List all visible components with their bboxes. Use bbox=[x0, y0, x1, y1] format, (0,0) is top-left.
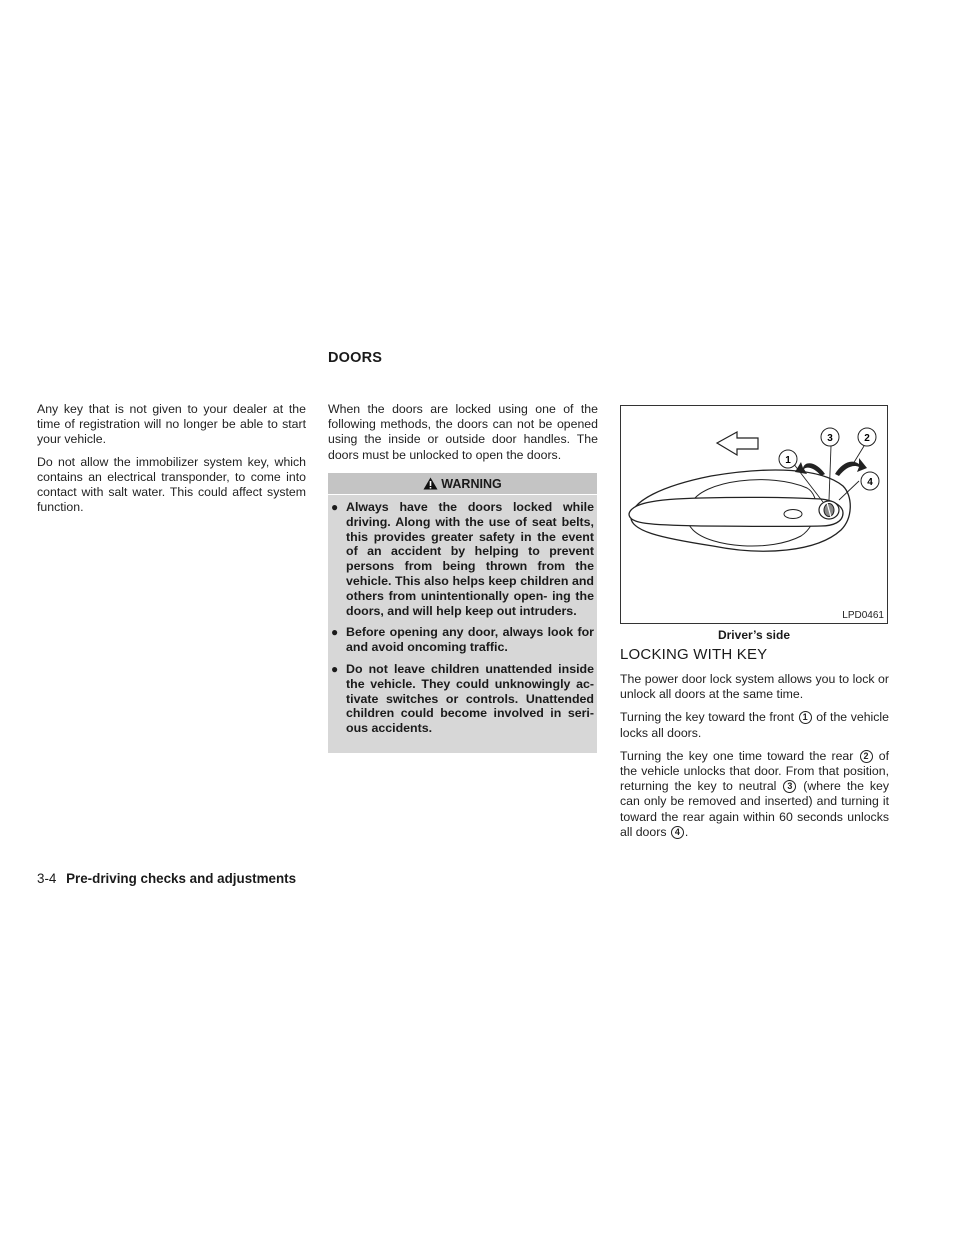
column-3 bbox=[620, 672, 889, 840]
paragraph: The power door lock system allows you to lock or unlock all doors at the same time. bbox=[620, 672, 889, 702]
chapter-title: Pre-driving checks and adjustments bbox=[66, 871, 297, 886]
callout-label: 2 bbox=[864, 433, 870, 444]
bullet-icon: ● bbox=[331, 661, 339, 676]
column-1 bbox=[37, 402, 306, 515]
warning-item bbox=[328, 500, 594, 618]
page-footer bbox=[37, 871, 296, 886]
callout-label: 3 bbox=[827, 433, 833, 444]
section-title: DOORS bbox=[328, 350, 383, 366]
figure-caption: Driver’s side bbox=[717, 628, 791, 642]
circled-number-2: 2 bbox=[860, 750, 873, 763]
circled-number-1: 1 bbox=[799, 711, 812, 724]
handle-button bbox=[784, 510, 802, 519]
warning-title: WARNING bbox=[441, 476, 502, 491]
warning-header bbox=[328, 473, 597, 495]
callout-2 bbox=[858, 428, 876, 446]
rotate-rear-arrow-icon bbox=[835, 458, 867, 476]
circled-number-4: 4 bbox=[671, 826, 684, 839]
callout-1 bbox=[779, 450, 797, 468]
door-handle-illustration bbox=[621, 406, 887, 623]
warning-item bbox=[328, 625, 594, 655]
locking-with-key-heading: LOCKING WITH KEY bbox=[620, 646, 768, 663]
callout-label: 4 bbox=[867, 477, 873, 488]
text-run: Turning the key toward the front bbox=[620, 710, 798, 725]
text-run: (where the key can only be removed and inserted) and turning it toward the rear again within 60 seconds unlocks all doors bbox=[620, 779, 889, 839]
handle-bar bbox=[629, 497, 843, 526]
warning-item-text: Before opening any door, always look for and avoid oncoming traffic. bbox=[346, 625, 594, 655]
warning-triangle-icon bbox=[423, 477, 438, 490]
text-run: Turning the key one time toward the rear bbox=[620, 748, 859, 763]
text-run: of the vehicle locks all doors. bbox=[620, 710, 889, 740]
figure-code: LPD0461 bbox=[842, 610, 884, 621]
bullet-icon: ● bbox=[331, 625, 339, 640]
paragraph bbox=[620, 749, 889, 840]
door-handle-figure bbox=[620, 405, 888, 624]
callout-4 bbox=[861, 472, 879, 490]
bullet-icon: ● bbox=[331, 500, 339, 514]
key-cylinder-icon bbox=[819, 501, 839, 519]
warning-item-text: Do not leave children unattended inside the vehicle. They could unknowingly ac- tivate switches or controls. Unattended children could become involved in seri- ous accidents. bbox=[346, 661, 594, 736]
warning-list bbox=[328, 495, 597, 736]
warning-item bbox=[328, 662, 594, 736]
front-arrow-icon bbox=[717, 432, 758, 455]
page-number: 3-4 bbox=[37, 871, 57, 886]
circled-number-3: 3 bbox=[783, 780, 796, 793]
doors-intro-paragraph: When the doors are locked using one of the following methods, the doors can not be opened using the inside or outside door handles. The doors must be unlocked to open the doors. bbox=[328, 402, 598, 462]
callout-3 bbox=[821, 428, 839, 446]
paragraph bbox=[620, 710, 889, 740]
text-run: . bbox=[684, 824, 689, 839]
warning-item-text: Always have the doors locked while driving. Along with the use of seat belts, this provides greater safety in the event of an accident by helping to prevent persons from being thrown from the vehicle. This also helps keep children and others from unintentionally open- ing the doors, and will help keep out intruders. bbox=[346, 500, 594, 618]
paragraph: Do not allow the immobilizer system key, which contains an electrical transponder, to come into contact with salt water. This could affect system function. bbox=[37, 454, 306, 515]
text-run: of the vehicle unlocks that door. From that position, returning the key to neutral bbox=[620, 748, 889, 794]
callout-label: 1 bbox=[785, 455, 791, 466]
paragraph: Any key that is not given to your dealer at the time of registration will no longer be able to start your vehicle. bbox=[37, 402, 306, 447]
warning-box bbox=[328, 473, 597, 753]
